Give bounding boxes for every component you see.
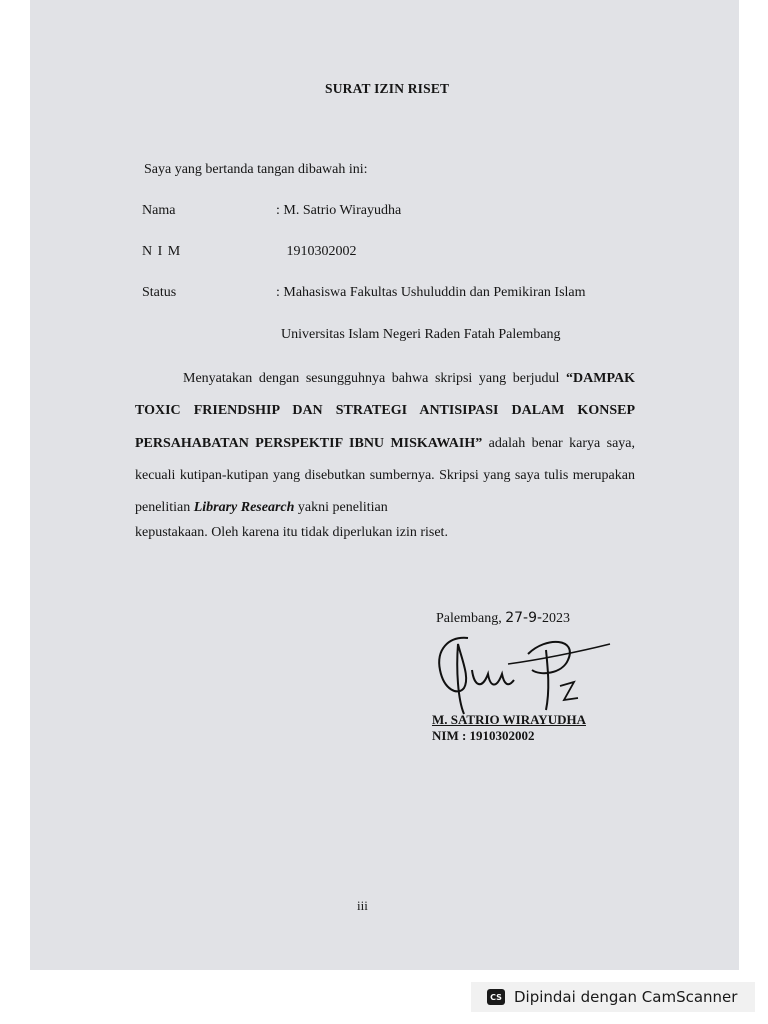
field-label-nim: N I M [142,244,182,259]
field-label-status: Status [142,285,177,300]
document-title: SURAT IZIN RISET [325,81,450,96]
camscanner-watermark [471,982,755,1012]
statement-part3: yakni penelitian [297,500,388,516]
field-value-status-line2: Universitas Islam Negeri Raden Fatah Palembang [281,327,561,342]
field-value-nim: 1910302002 [276,244,357,259]
camscanner-text: Dipindai dengan CamScanner [514,988,738,1006]
statement-paragraph [135,363,635,524]
statement-last-line: kepustakaan. Oleh karena itu tidak diperlukan izin riset. [135,525,448,540]
year-text: 2023 [542,611,571,626]
handwritten-date: 27-9- [505,610,543,626]
research-type: Library Research [193,500,295,516]
camscanner-logo-icon: CS [487,989,505,1005]
intro-text: Saya yang bertanda tangan dibawah ini: [144,162,368,177]
statement-part2: adalah benar karya saya, kecuali kutipan-kutipan yang disebutkan sumbernya. Skripsi yang saya tulis merupakan penelitian [135,435,635,516]
thesis-title: “DAMPAK TOXIC FRIENDSHIP DAN STRATEGI ANTISIPASI DALAM KONSEP PERSAHABATAN PERSPEKTIF IBNU MISKAWAIH” [135,371,635,451]
statement-part1: Menyatakan dengan sesungguhnya bahwa skripsi yang berjudul [183,371,560,386]
signer-nim: NIM : 1910302002 [432,728,535,743]
field-value-name: : M. Satrio Wirayudha [276,203,402,218]
place-text: Palembang, [436,611,502,626]
signer-name: M. SATRIO WIRAYUDHA [432,712,586,727]
field-label-name: Nama [142,203,176,218]
page-number: iii [357,898,368,913]
field-value-status: : Mahasiswa Fakultas Ushuluddin dan Pemikiran Islam [276,285,586,300]
place-date [436,610,570,627]
